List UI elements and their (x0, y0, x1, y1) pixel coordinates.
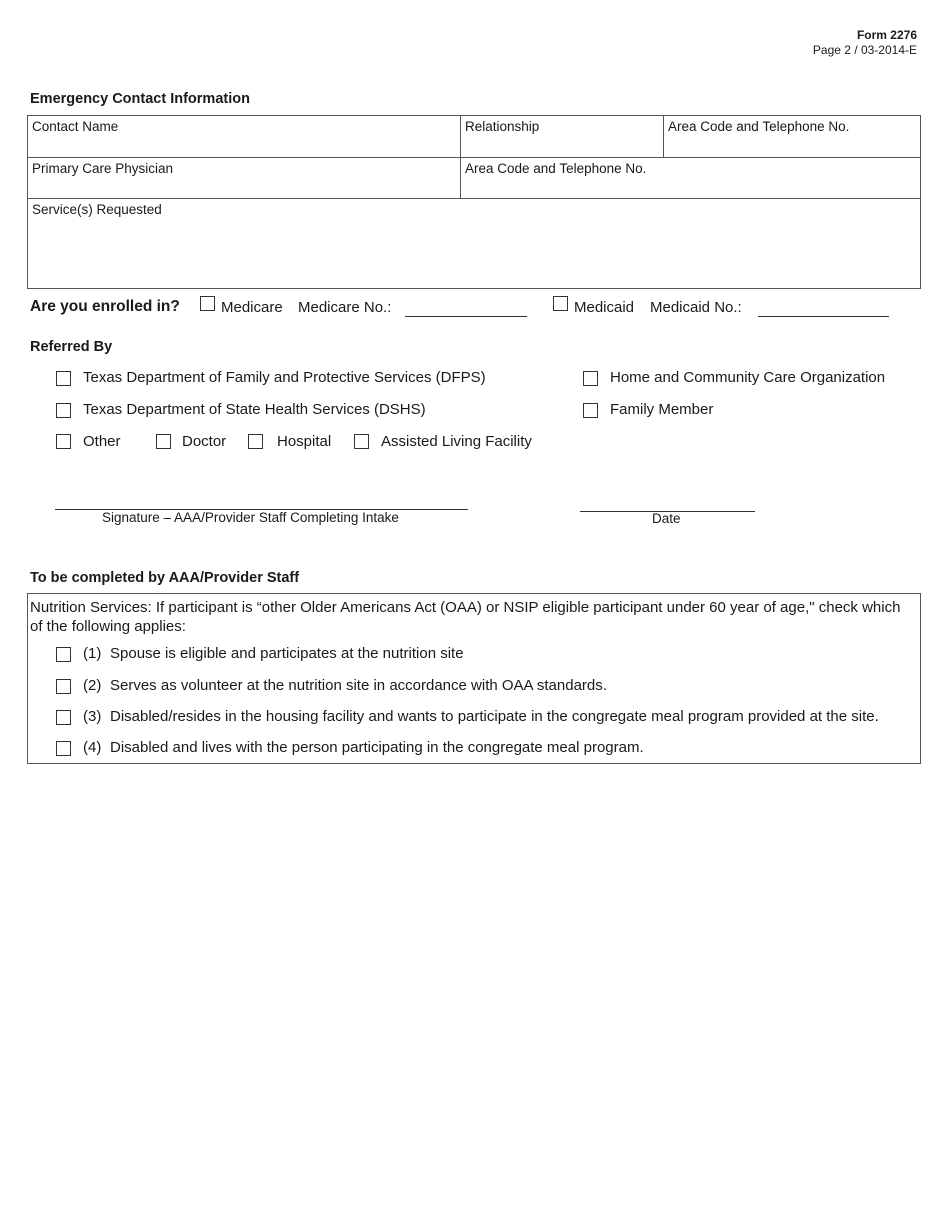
physician-field[interactable] (28, 158, 460, 199)
nutrition-option-3-checkbox[interactable] (56, 710, 71, 725)
medicaid-no-input[interactable] (758, 316, 889, 317)
emergency-contact-grid (27, 115, 921, 289)
physician-label: Primary Care Physician (32, 161, 174, 176)
dfps-label: Texas Department of Family and Protective Services (DFPS) (83, 369, 486, 386)
hospital-checkbox[interactable] (248, 434, 263, 449)
medicare-no-label: Medicare No.: (298, 299, 392, 316)
form-number: Form 2276 (856, 28, 917, 42)
assisted-living-checkbox[interactable] (354, 434, 369, 449)
home-community-label: Home and Community Care Organization (610, 369, 886, 386)
doctor-label: Doctor (182, 433, 227, 450)
medicaid-checkbox[interactable] (553, 296, 568, 311)
page-info: Page 2 / 03-2014-E (812, 43, 917, 57)
contact-phone-label: Area Code and Telephone No. (668, 119, 850, 134)
other-label: Other (83, 433, 121, 450)
nutrition-option-1-checkbox[interactable] (56, 647, 71, 662)
nutrition-option-2-checkbox[interactable] (56, 679, 71, 694)
nutrition-option-3-number: (3) (83, 708, 102, 725)
dshs-checkbox[interactable] (56, 403, 71, 418)
services-requested-label: Service(s) Requested (32, 202, 162, 217)
date-label: Date (652, 511, 681, 526)
nutrition-option-3-label: Disabled/resides in the housing facility and wants to participate in the congregate meal program provided at the site. (110, 708, 879, 725)
nutrition-option-1-number: (1) (83, 645, 102, 662)
contact-name-label: Contact Name (32, 119, 119, 134)
services-requested-field[interactable] (28, 199, 920, 288)
assisted-living-label: Assisted Living Facility (381, 433, 532, 450)
medicare-checkbox[interactable] (200, 296, 215, 311)
doctor-checkbox[interactable] (156, 434, 171, 449)
nutrition-option-2-number: (2) (83, 677, 102, 694)
nutrition-option-4-checkbox[interactable] (56, 741, 71, 756)
nutrition-option-2-label: Serves as volunteer at the nutrition site in accordance with OAA standards. (110, 677, 607, 694)
emergency-contact-title: Emergency Contact Information (30, 91, 250, 107)
signature-label: Signature – AAA/Provider Staff Completing Intake (102, 510, 399, 525)
referred-by-title: Referred By (30, 339, 113, 355)
family-member-label: Family Member (610, 401, 714, 418)
form-header (813, 28, 917, 58)
nutrition-services-text: Nutrition Services: If participant is “other Older Americans Act (OAA) or NSIP eligible participant under 60 year of age," check which of the following applies: (30, 599, 901, 635)
nutrition-option-1-label: Spouse is eligible and participates at the nutrition site (110, 645, 464, 662)
medicare-no-input[interactable] (405, 316, 527, 317)
nutrition-option-4-number: (4) (83, 739, 102, 756)
medicaid-label: Medicaid (574, 299, 635, 316)
dfps-checkbox[interactable] (56, 371, 71, 386)
dshs-label: Texas Department of State Health Services (DSHS) (83, 401, 426, 418)
medicaid-no-label: Medicaid No.: (650, 299, 742, 316)
contact-phone-field[interactable] (664, 116, 920, 157)
other-checkbox[interactable] (56, 434, 71, 449)
home-community-checkbox[interactable] (583, 371, 598, 386)
hospital-label: Hospital (277, 433, 332, 450)
relationship-label: Relationship (465, 119, 540, 134)
enrollment-question: Are you enrolled in? (30, 298, 180, 315)
physician-phone-label: Area Code and Telephone No. (465, 161, 647, 176)
physician-phone-field[interactable] (461, 158, 920, 199)
medicare-label: Medicare (221, 299, 283, 316)
family-member-checkbox[interactable] (583, 403, 598, 418)
relationship-field[interactable] (461, 116, 663, 157)
staff-section-title: To be completed by AAA/Provider Staff (30, 570, 300, 586)
contact-name-field[interactable] (28, 116, 460, 157)
nutrition-option-4-label: Disabled and lives with the person participating in the congregate meal program. (110, 739, 644, 756)
